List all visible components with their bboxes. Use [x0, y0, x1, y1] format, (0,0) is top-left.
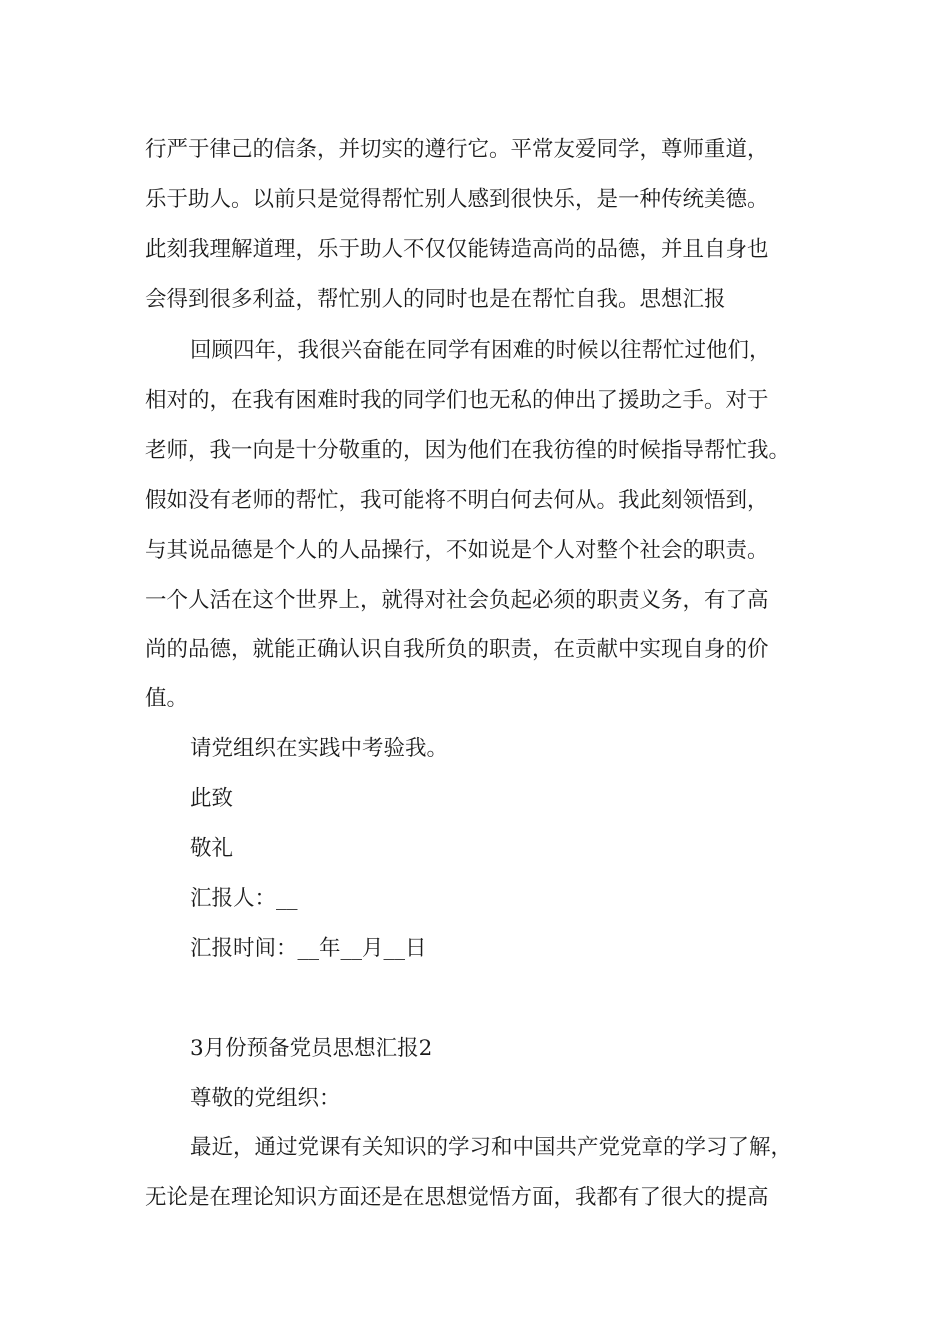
paragraph-start-line: 回顾四年，我很兴奋能在同学有困难的时候以往帮忙过他们，: [190, 338, 771, 363]
paragraph-start-line: 最近，通过党课有关知识的学习和中国共产党党章的学习了解，: [190, 1135, 793, 1160]
report-date-line: 汇报时间：__年__月__日: [190, 936, 427, 961]
body-text-line: 值。: [145, 686, 189, 711]
body-text-line: 尚的品德，就能正确认识自我所负的职责，在贡献中实现自身的价: [145, 637, 769, 662]
body-text-line: 与其说品德是个人的人品操行，不如说是个人对整个社会的职责。: [145, 538, 769, 563]
body-text-line: 会得到很多利益，帮忙别人的同时也是在帮忙自我。思想汇报: [145, 287, 726, 312]
body-text-line: 此刻我理解道理，乐于助人不仅仅能铸造高尚的品德，并且自身也: [145, 237, 769, 262]
salutation-line: 此致: [190, 786, 234, 811]
body-text-line: 老师，我一向是十分敬重的，因为他们在我彷徨的时候指导帮忙我。: [145, 438, 791, 463]
salutation-line: 敬礼: [190, 836, 234, 861]
closing-request-line: 请党组织在实践中考验我。: [190, 736, 449, 761]
section-title: 3月份预备党员思想汇报2: [190, 1036, 433, 1061]
body-text-line: 一个人活在这个世界上，就得对社会负起必须的职责义务，有了高: [145, 588, 769, 613]
greeting-line: 尊敬的党组织：: [190, 1086, 341, 1111]
body-text-line: 行严于律己的信条，并切实的遵行它。平常友爱同学，尊师重道，: [145, 137, 769, 162]
body-text-line: 假如没有老师的帮忙，我可能将不明白何去何从。我此刻领悟到，: [145, 488, 769, 513]
body-text-line: 无论是在理论知识方面还是在思想觉悟方面，我都有了很大的提高: [145, 1185, 769, 1210]
reporter-line: 汇报人：__: [190, 886, 298, 911]
body-text-line: 乐于助人。以前只是觉得帮忙别人感到很快乐，是一种传统美德。: [145, 187, 769, 212]
body-text-line: 相对的，在我有困难时我的同学们也无私的伸出了援助之手。对于: [145, 388, 769, 413]
